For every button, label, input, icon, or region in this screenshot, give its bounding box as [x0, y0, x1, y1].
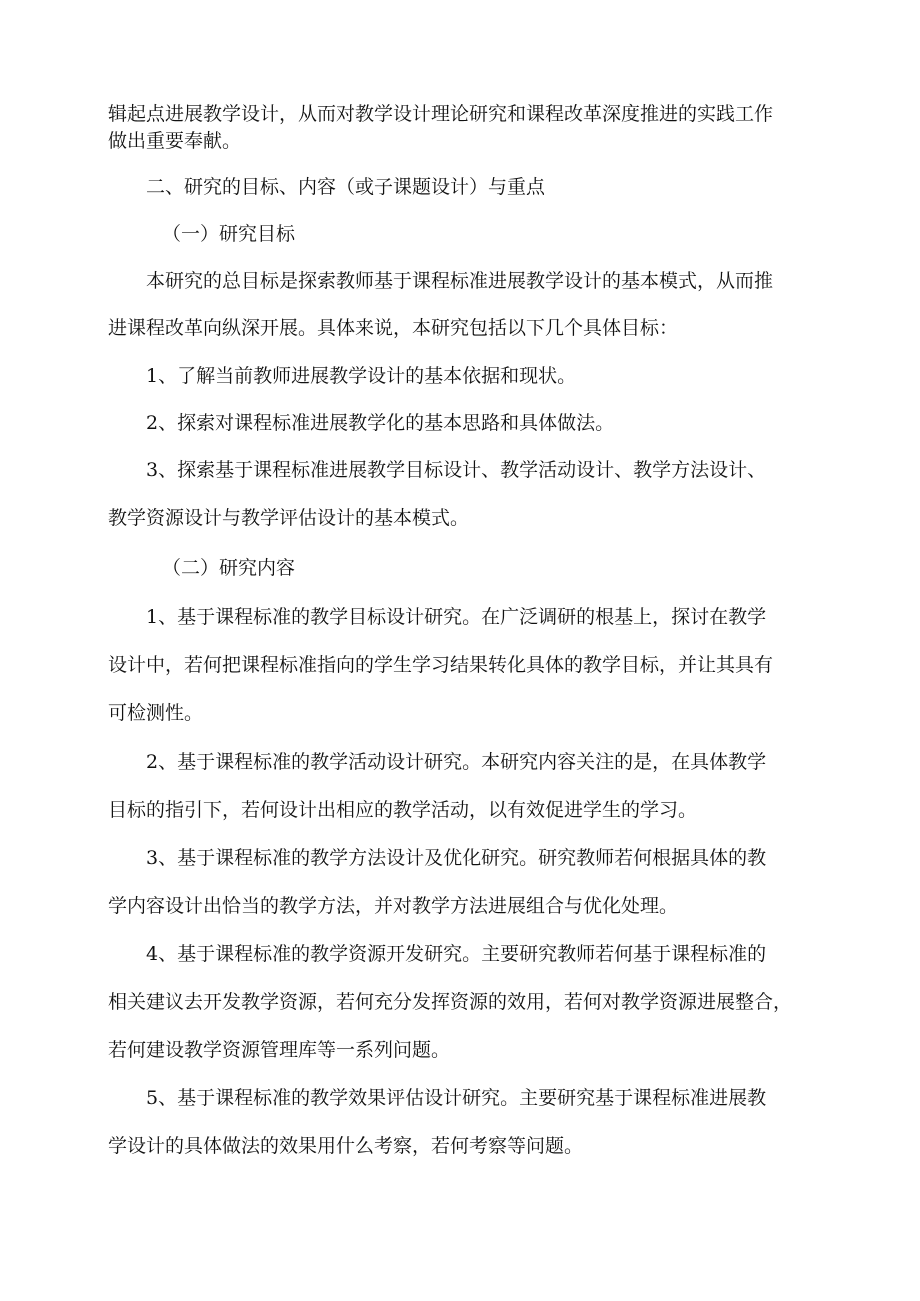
body-text-line: 辑起点进展教学设计，从而对教学设计理论研究和课程改革深度推进的实践工作: [108, 103, 774, 125]
list-item-continuation: 目标的指引下，若何设计出相应的教学活动，以有效促进学生的学习。: [108, 799, 698, 821]
section-heading: 二、研究的目标、内容（或子课题设计）与重点: [146, 176, 546, 198]
list-item-continuation: 若何建设教学资源管理库等一系列问题。: [108, 1039, 451, 1061]
list-item: 2、基于课程标准的教学活动设计研究。本研究内容关注的是，在具体教学: [146, 751, 767, 773]
body-text-line: 本研究的总目标是探索教师基于课程标准进展教学设计的基本模式，从而推: [146, 270, 774, 292]
body-text-line: 做出重要奉献。: [108, 130, 242, 152]
list-item-continuation: 学设计的具体做法的效果用什么考察，若何考察等问题。: [108, 1135, 584, 1157]
list-item: 3、探索基于课程标准进展教学目标设计、教学活动设计、教学方法设计、: [146, 459, 767, 481]
list-item: 2、探索对课程标准进展教学化的基本思路和具体做法。: [146, 412, 615, 434]
body-text-line: 进课程改革向纵深开展。具体来说，本研究包括以下几个具体目标：: [108, 317, 679, 339]
list-item: 5、基于课程标准的教学效果评估设计研究。主要研究基于课程标准进展教: [146, 1087, 767, 1109]
subsection-heading: （二）研究内容: [162, 557, 296, 579]
subsection-heading: （一）研究目标: [162, 223, 296, 245]
list-item-continuation: 相关建议去开发教学资源，若何充分发挥资源的效用，若何对教学资源进展整合，: [108, 991, 793, 1013]
list-item: 3、基于课程标准的教学方法设计及优化研究。研究教师若何根据具体的教: [146, 847, 767, 869]
list-item: 1、了解当前教师进展教学设计的基本依据和现状。: [146, 365, 577, 387]
list-item-continuation: 教学资源设计与教学评估设计的基本模式。: [108, 507, 470, 529]
list-item-continuation: 设计中，若何把课程标准指向的学生学习结果转化具体的教学目标，并让其具有: [108, 654, 774, 676]
list-item: 4、基于课程标准的教学资源开发研究。主要研究教师若何基于课程标准的: [146, 943, 767, 965]
list-item-continuation: 学内容设计出恰当的教学方法，并对教学方法进展组合与优化处理。: [108, 895, 679, 917]
list-item: 1、基于课程标准的教学目标设计研究。在广泛调研的根基上，探讨在教学: [146, 606, 767, 628]
list-item-continuation: 可检测性。: [108, 702, 204, 724]
